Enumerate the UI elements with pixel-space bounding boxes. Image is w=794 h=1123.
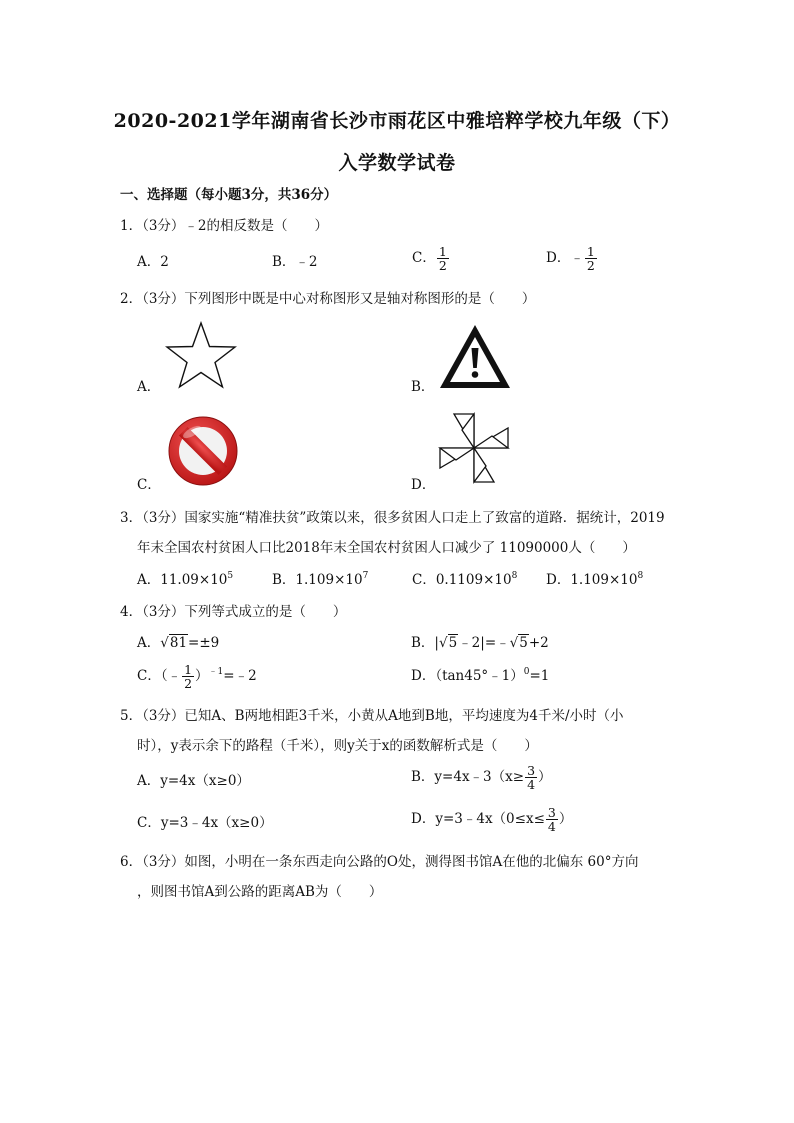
q2-option-c[interactable]: C．: [137, 477, 161, 493]
question-2-stem: 2．（3分）下列图形中既是中心对称图形又是轴对称图形的是（ ）: [120, 291, 536, 307]
q4-c-fraction: $\frac{1}{2}$: [184, 662, 193, 691]
q5-option-d[interactable]: [411, 806, 572, 833]
q4-a-sqrt: √81: [160, 635, 188, 651]
q5-option-a[interactable]: A．y=4x（x≥0）: [137, 773, 250, 789]
q1-option-d-label: D．﹣: [546, 250, 584, 266]
q5-option-d-paren: ）: [558, 811, 573, 827]
q1-d-fraction: $\frac{1}{2}$: [586, 244, 595, 273]
q4-option-d-text: D．（tan45°﹣1）: [411, 668, 524, 684]
q4-option-c-paren: ）: [195, 668, 209, 684]
question-1-stem: 1．（3分）﹣2的相反数是（ ）: [120, 218, 329, 234]
q4-option-b-rest: +2: [528, 635, 549, 651]
q4-option-d-exp: 0: [523, 667, 530, 677]
q4-option-c-label: C．（﹣: [137, 668, 182, 684]
q3-option-c[interactable]: [412, 571, 517, 589]
q5-option-c[interactable]: C．y=3﹣4x（x≥0）: [137, 815, 273, 831]
q4-option-c-exp: ﹣1: [208, 667, 224, 677]
exam-title-line2: 入学数学试卷: [338, 152, 456, 174]
q1-option-c[interactable]: [412, 245, 450, 272]
q1-option-c-label: C．: [412, 250, 436, 266]
q5-option-b[interactable]: [411, 764, 552, 791]
q3-option-b[interactable]: [272, 571, 368, 589]
q4-option-c[interactable]: [137, 663, 257, 690]
q1-c-fraction: $\frac{1}{2}$: [438, 244, 447, 273]
q3-option-d-exp: 8: [637, 571, 644, 581]
q3-option-a-exp: 5: [227, 571, 234, 581]
q4-b-sqrt1: √5: [438, 635, 458, 651]
question-5-line2: 时），y表示余下的路程（千米），则y关于x的函数解析式是（ ）: [137, 738, 538, 754]
q5-d-fraction: $\frac{3}{4}$: [547, 805, 556, 834]
q5-option-b-paren: ）: [538, 769, 552, 785]
question-3-line1: 3．（3分）国家实施“精准扶贫”政策以来，很多贫困人口走上了致富的道路．据统计，2019: [120, 510, 665, 526]
q3-option-b-text: B．1.109×10: [272, 572, 363, 588]
warning-triangle-icon: [437, 322, 513, 390]
question-6-line1: 6．（3分）如图，小明在一条东西走向公路的O处，测得图书馆A在他的北偏东 60°方向: [120, 854, 639, 870]
q4-option-d-rest: =1: [529, 668, 550, 684]
q4-option-b[interactable]: [411, 634, 549, 652]
q3-option-d-text: D．1.109×10: [546, 572, 638, 588]
pinwheel-icon: [434, 408, 514, 488]
q4-option-b-label: B．|: [411, 635, 439, 651]
q1-option-d[interactable]: [546, 245, 598, 272]
svg-text:!: !: [437, 322, 438, 323]
question-4-stem: 4．（3分）下列等式成立的是（ ）: [120, 604, 347, 620]
q5-b-fraction: $\frac{3}{4}$: [527, 763, 536, 792]
q4-option-b-mid: ﹣2|=﹣: [458, 635, 510, 651]
star-outline-icon: [163, 321, 239, 389]
q5-option-b-text: B．y=4x﹣3（x≥: [411, 769, 525, 785]
question-6-line2: ，则图书馆A到公路的距离AB为（ ）: [137, 884, 383, 900]
question-3-line2: 年末全国农村贫困人口比2018年末全国农村贫困人口减少了 11090000人（ ）: [137, 540, 636, 556]
exam-title-line1: 2020-2021学年湖南省长沙市雨花区中雅培粹学校九年级（下）: [113, 110, 681, 132]
q1-option-b[interactable]: B．﹣2: [272, 254, 318, 270]
q3-option-a-text: A．11.09×10: [137, 572, 228, 588]
q4-option-a-rest: =±9: [188, 635, 220, 651]
q2-option-d[interactable]: D．: [411, 477, 436, 493]
q4-option-c-rest: =﹣2: [223, 668, 257, 684]
q3-option-d[interactable]: [546, 571, 643, 589]
q4-option-a-label: A．: [137, 635, 161, 651]
q2-option-a[interactable]: A．: [137, 379, 161, 395]
q1-option-a[interactable]: A．2: [137, 254, 169, 270]
q4-option-d[interactable]: [411, 667, 549, 685]
question-5-line1: 5．（3分）已知A、B两地相距3千米，小黄从A地到B地，平均速度为4千米/小时（小: [120, 708, 624, 724]
q5-option-d-text: D．y=3﹣4x（0≤x≤: [411, 811, 545, 827]
q3-option-a[interactable]: [137, 571, 233, 589]
q2-option-b[interactable]: B．: [411, 379, 435, 395]
no-entry-sign-icon: [166, 414, 240, 488]
q4-option-a[interactable]: [137, 634, 219, 652]
q3-option-c-text: C．0.1109×10: [412, 572, 512, 588]
q4-b-sqrt2: √5: [509, 635, 528, 651]
section-heading: 一、选择题（每小题3分，共36分）: [120, 187, 338, 203]
q3-option-b-exp: 7: [362, 571, 369, 581]
q3-option-c-exp: 8: [511, 571, 518, 581]
